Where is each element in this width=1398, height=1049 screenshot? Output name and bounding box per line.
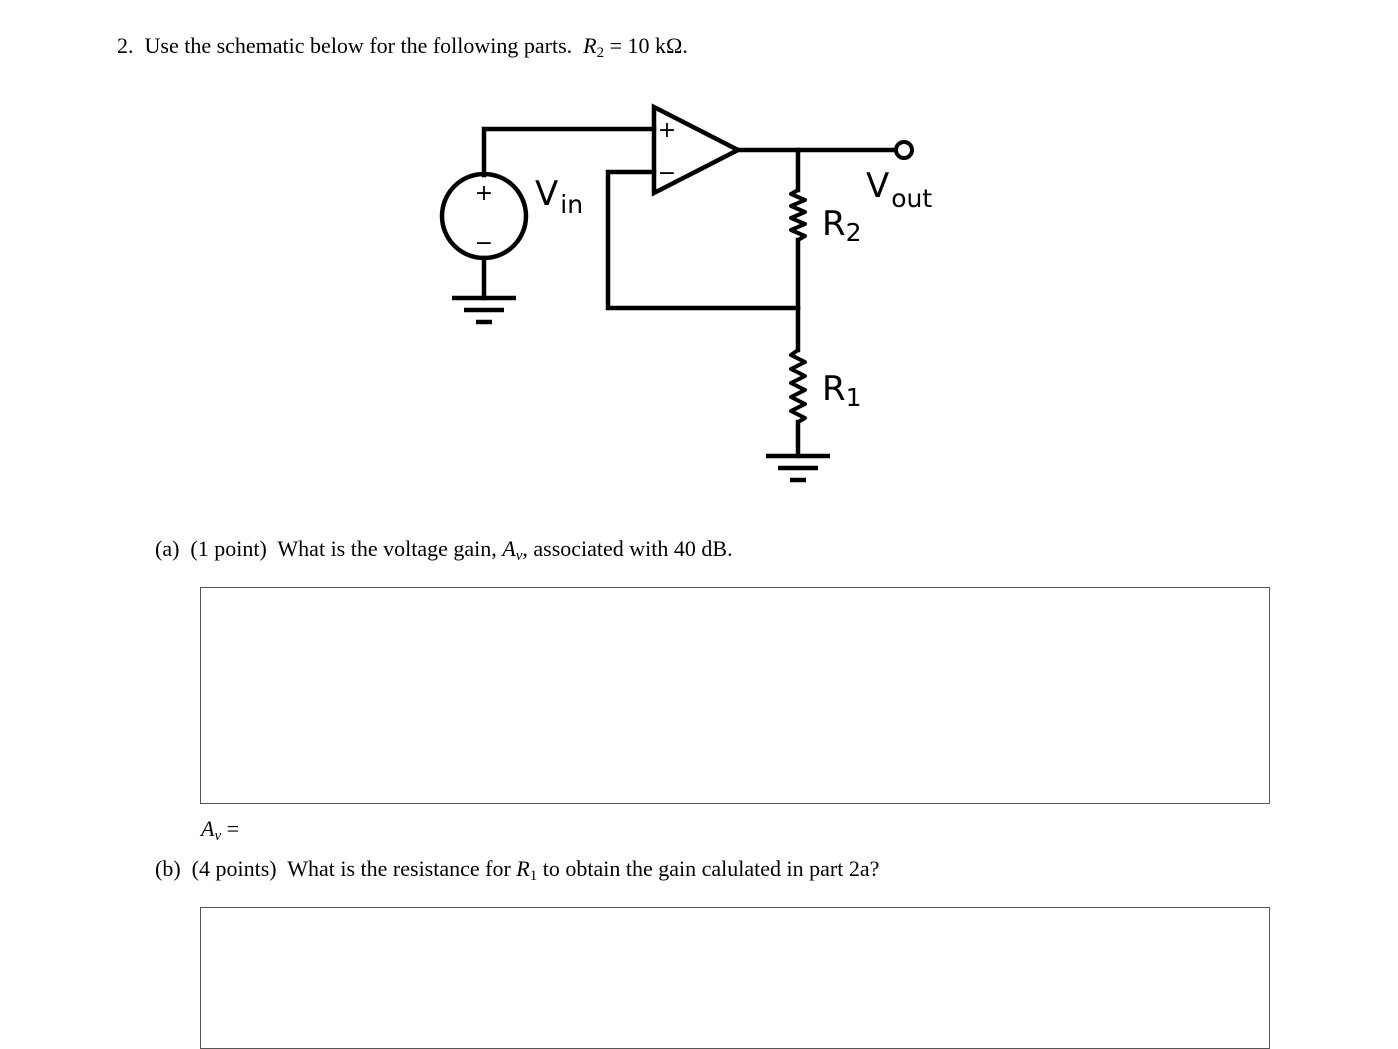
question-b-symbol: R	[516, 856, 530, 881]
circuit-schematic	[0, 0, 1398, 520]
question-a-text-end: , associated with 40 dB.	[522, 536, 733, 561]
question-a-text: What is the voltage gain,	[277, 536, 497, 561]
ground-r1-icon	[766, 456, 830, 480]
question-b-text-end: to obtain the gain calulated in part 2a?	[542, 856, 880, 881]
question-a-symbol: A	[502, 536, 516, 561]
answer-a-label	[201, 818, 239, 844]
question-b	[155, 858, 879, 884]
answer-box-a[interactable]	[200, 587, 1270, 804]
question-a-points: (1 point)	[190, 536, 267, 561]
wire-vin-to-plus	[484, 129, 654, 175]
question-a-label: (a)	[155, 536, 180, 561]
problem-number: 2.	[117, 33, 134, 58]
vout-terminal-icon	[896, 142, 912, 158]
r2-label: R2	[822, 204, 862, 247]
question-b-points: (4 points)	[191, 856, 277, 881]
given-value: = 10 kΩ.	[609, 33, 688, 58]
opamp-minus-sign: −	[657, 161, 677, 186]
source-plus-sign: +	[474, 181, 494, 206]
resistor-r1-icon	[791, 350, 805, 422]
question-b-label: (b)	[155, 856, 181, 881]
opamp-plus-sign: +	[657, 118, 677, 143]
vout-label: $V_{out}$	[866, 166, 933, 213]
given-subscript: 2	[596, 45, 605, 61]
vin-label: $V_{in}$	[535, 174, 584, 219]
question-a	[155, 538, 733, 564]
answer-a-symbol: A	[201, 816, 215, 841]
answer-a-symbol-sub: v	[214, 828, 222, 844]
given-symbol: R	[583, 33, 597, 58]
r1-label: R1	[822, 369, 862, 412]
question-a-symbol-sub: v	[515, 548, 523, 564]
source-minus-sign: −	[474, 231, 494, 256]
wire-feedback	[608, 172, 798, 308]
problem-text: Use the schematic below for the following parts.	[144, 33, 573, 58]
question-b-text: What is the resistance for	[287, 856, 511, 881]
answer-box-b[interactable]	[200, 907, 1270, 1049]
answer-a-equals: =	[226, 816, 240, 841]
resistor-r2-icon	[791, 190, 805, 240]
question-b-symbol-sub: 1	[529, 868, 538, 884]
ground-source-icon	[452, 298, 516, 322]
